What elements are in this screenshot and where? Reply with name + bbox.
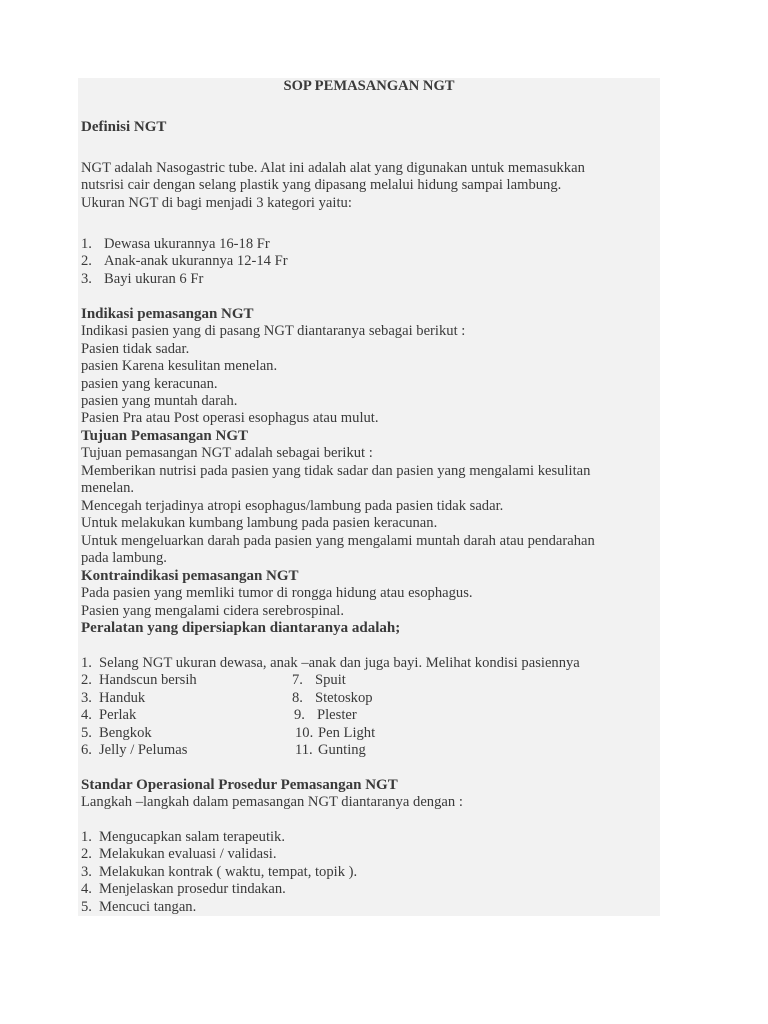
size-list-item: 2. Anak-anak ukurannya 12-14 Fr — [81, 253, 288, 269]
indikasi-text: Pasien Pra atau Post operasi esophagus atau mulut. — [81, 410, 379, 426]
equipment-row: 3. Handuk 8. Stetoskop — [81, 690, 373, 706]
sop-step: 4. Menjelaskan prosedur tindakan. — [81, 881, 286, 897]
indikasi-text: Indikasi pasien yang di pasang NGT diantaranya sebagai berikut : — [81, 323, 466, 339]
document-page — [78, 78, 660, 916]
tujuan-text: Untuk melakukan kumbang lambung pada pasien keracunan. — [81, 515, 438, 531]
tujuan-text: menelan. — [81, 480, 135, 496]
sop-step: 5. Mencuci tangan. — [81, 899, 197, 915]
sop-step: 1. Mengucapkan salam terapeutik. — [81, 829, 285, 845]
equipment-row: 4. Perlak 9. Plester — [81, 707, 357, 723]
definisi-text: nutsrisi cair dengan selang plastik yang dipasang melalui hidung sampai lambung. — [81, 177, 562, 193]
kontraindikasi-text: Pada pasien yang memliki tumor di rongga hidung atau esophagus. — [81, 585, 473, 601]
sop-heading: Standar Operasional Prosedur Pemasangan NGT — [81, 777, 398, 793]
size-list-item: 1. Dewasa ukurannya 16-18 Fr — [81, 236, 270, 252]
sop-step: 3. Melakukan kontrak ( waktu, tempat, topik ). — [81, 864, 358, 880]
equipment-item: 1. Selang NGT ukuran dewasa, anak –anak dan juga bayi. Melihat kondisi pasiennya — [81, 655, 580, 671]
definisi-text: Ukuran NGT di bagi menjadi 3 kategori yaitu: — [81, 195, 352, 211]
sop-step: 2. Melakukan evaluasi / validasi. — [81, 846, 277, 862]
indikasi-text: Pasien tidak sadar. — [81, 341, 190, 357]
equipment-row: 6. Jelly / Pelumas 11. Gunting — [81, 742, 366, 758]
definisi-heading: Definisi NGT — [81, 119, 167, 135]
size-list-item: 3. Bayi ukuran 6 Fr — [81, 271, 204, 287]
kontraindikasi-heading: Kontraindikasi pemasangan NGT — [81, 568, 299, 584]
definisi-text: NGT adalah Nasogastric tube. Alat ini adalah alat yang digunakan untuk memasukkan — [81, 160, 585, 176]
document-title: SOP PEMASANGAN NGT — [283, 78, 455, 94]
tujuan-text: Tujuan pemasangan NGT adalah sebagai berikut : — [81, 445, 373, 461]
sop-intro: Langkah –langkah dalam pemasangan NGT diantaranya dengan : — [81, 794, 463, 810]
indikasi-heading: Indikasi pemasangan NGT — [81, 306, 254, 322]
tujuan-text: pada lambung. — [81, 550, 167, 566]
indikasi-text: pasien yang muntah darah. — [81, 393, 238, 409]
indikasi-text: pasien yang keracunan. — [81, 376, 218, 392]
equipment-row: 2. Handscun bersih 7. Spuit — [81, 672, 346, 688]
kontraindikasi-text: Pasien yang mengalami cidera serebrospinal. — [81, 603, 345, 619]
tujuan-text: Memberikan nutrisi pada pasien yang tidak sadar dan pasien yang mengalami kesulitan — [81, 463, 591, 479]
indikasi-text: pasien Karena kesulitan menelan. — [81, 358, 278, 374]
equipment-row: 5. Bengkok 10. Pen Light — [81, 725, 376, 741]
tujuan-text: Untuk mengeluarkan darah pada pasien yang mengalami muntah darah atau pendarahan — [81, 533, 595, 549]
peralatan-heading: Peralatan yang dipersiapkan diantaranya adalah; — [81, 620, 401, 636]
tujuan-heading: Tujuan Pemasangan NGT — [81, 428, 248, 444]
tujuan-text: Mencegah terjadinya atropi esophagus/lambung pada pasien tidak sadar. — [81, 498, 504, 514]
